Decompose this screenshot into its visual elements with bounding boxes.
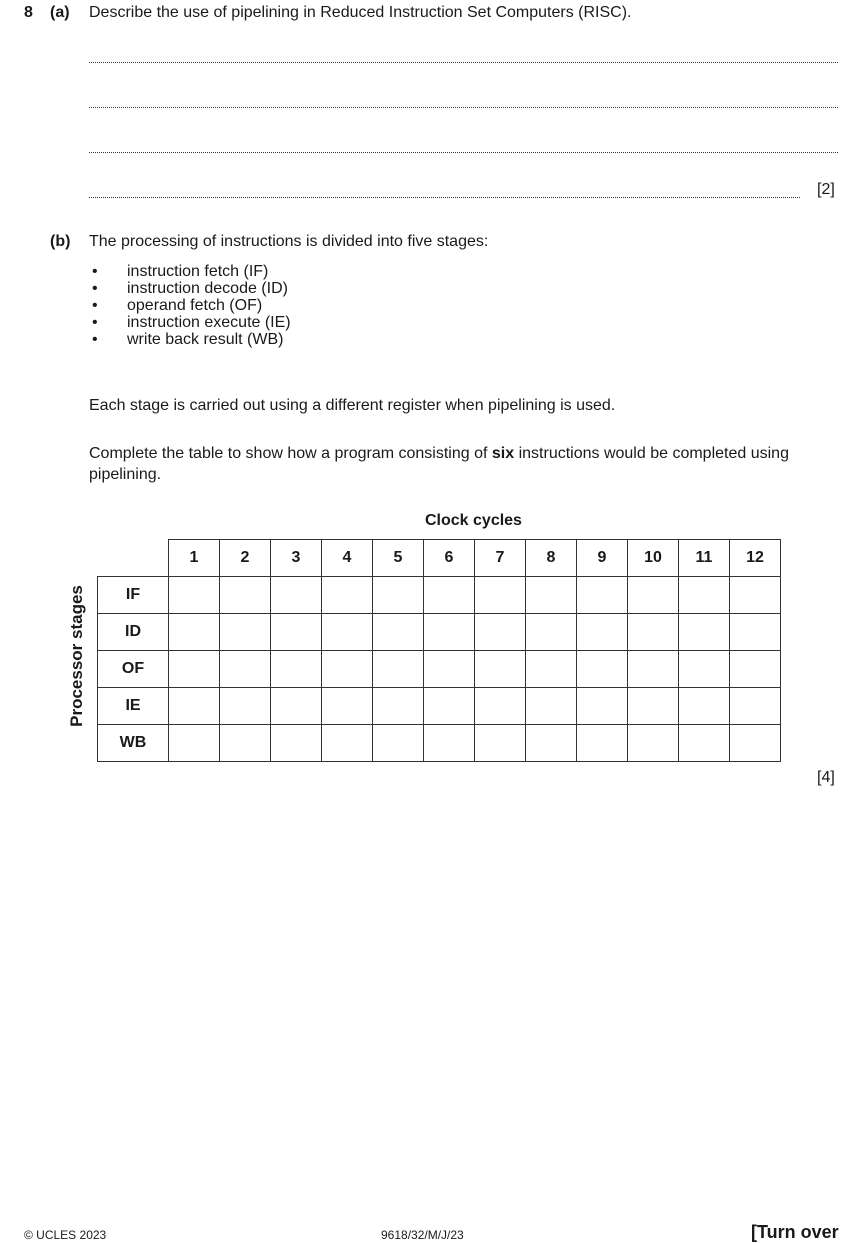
bullet-icon: • [92,263,98,280]
table-row [98,725,781,762]
answer-cell[interactable] [373,651,424,688]
answer-cell[interactable] [526,688,577,725]
answer-cell[interactable] [475,725,526,762]
column-header: 12 [730,540,781,577]
bullet-icon: • [92,280,98,297]
row-header: WB [98,725,169,762]
pipeline-table [97,539,781,762]
answer-cell[interactable] [628,614,679,651]
part-a-marks: [2] [817,181,835,198]
answer-cell[interactable] [475,688,526,725]
answer-cell[interactable] [730,577,781,614]
answer-cell[interactable] [169,614,220,651]
answer-cell[interactable] [373,577,424,614]
list-item [89,280,291,297]
paper-code: 9618/32/M/J/23 [381,1228,464,1242]
answer-cell[interactable] [730,614,781,651]
copyright: © UCLES 2023 [24,1228,107,1242]
answer-cell[interactable] [526,577,577,614]
answer-cell[interactable] [271,614,322,651]
list-item [89,331,291,348]
row-header: IE [98,688,169,725]
column-header: 1 [169,540,220,577]
answer-cell[interactable] [424,725,475,762]
answer-line-3[interactable] [89,152,838,153]
answer-cell[interactable] [730,651,781,688]
list-item [89,297,291,314]
part-a-question: Describe the use of pipelining in Reduced Instruction Set Computers (RISC). [89,4,632,21]
emphasis-six: six [491,445,515,462]
answer-cell[interactable] [322,688,373,725]
answer-cell[interactable] [679,577,730,614]
column-header: 4 [322,540,373,577]
column-header: 3 [271,540,322,577]
header-row [98,540,781,577]
column-header: 10 [628,540,679,577]
row-header: ID [98,614,169,651]
column-header: 11 [679,540,730,577]
bullet-icon: • [92,297,98,314]
answer-line-1[interactable] [89,62,838,63]
bullet-icon: • [92,314,98,331]
table-row [98,651,781,688]
column-header: 7 [475,540,526,577]
table-title: Clock cycles [425,512,522,529]
answer-cell[interactable] [424,688,475,725]
answer-cell[interactable] [526,725,577,762]
answer-cell[interactable] [169,725,220,762]
answer-cell[interactable] [322,577,373,614]
answer-cell[interactable] [577,614,628,651]
answer-cell[interactable] [424,614,475,651]
answer-cell[interactable] [679,651,730,688]
stage-text: instruction execute (IE) [127,314,291,331]
column-header: 2 [220,540,271,577]
answer-cell[interactable] [373,688,424,725]
answer-cell[interactable] [526,614,577,651]
answer-cell[interactable] [628,725,679,762]
answer-cell[interactable] [322,614,373,651]
answer-cell[interactable] [169,688,220,725]
answer-cell[interactable] [271,688,322,725]
answer-cell[interactable] [220,725,271,762]
answer-line-4[interactable] [89,197,800,198]
answer-line-2[interactable] [89,107,838,108]
answer-cell[interactable] [628,651,679,688]
answer-cell[interactable] [577,688,628,725]
answer-cell[interactable] [475,614,526,651]
part-b-intro: The processing of instructions is divided into five stages: [89,233,489,250]
answer-cell[interactable] [424,577,475,614]
answer-cell[interactable] [526,651,577,688]
answer-cell[interactable] [169,651,220,688]
table-row [98,614,781,651]
answer-cell[interactable] [628,688,679,725]
table-row [98,577,781,614]
column-header: 5 [373,540,424,577]
answer-cell[interactable] [322,725,373,762]
answer-cell[interactable] [220,614,271,651]
row-header: IF [98,577,169,614]
answer-cell[interactable] [373,725,424,762]
question-number: 8 [24,4,33,21]
answer-cell[interactable] [322,651,373,688]
list-item [89,263,291,280]
column-header: 9 [577,540,628,577]
list-item [89,314,291,331]
turn-over: [Turn over [751,1222,839,1242]
answer-cell[interactable] [271,577,322,614]
answer-cell[interactable] [475,577,526,614]
stage-text: write back result (WB) [127,331,284,348]
column-header: 6 [424,540,475,577]
part-a-label: (a) [50,4,70,21]
task-instruction: Complete the table to show how a program consisting of six instructions would be completed using pipelining. [89,445,789,483]
part-b-marks: [4] [817,769,835,786]
stage-list [89,263,291,348]
answer-cell[interactable] [424,651,475,688]
row-header: OF [98,651,169,688]
answer-cell[interactable] [679,614,730,651]
bullet-icon: • [92,331,98,348]
register-note: Each stage is carried out using a different register when pipelining is used. [89,397,616,414]
stage-text: operand fetch (OF) [127,297,263,314]
answer-cell[interactable] [577,577,628,614]
answer-cell[interactable] [730,688,781,725]
answer-cell[interactable] [679,725,730,762]
answer-cell[interactable] [475,651,526,688]
answer-cell[interactable] [220,577,271,614]
answer-cell[interactable] [730,725,781,762]
answer-cell[interactable] [577,651,628,688]
corner-cell [98,540,169,577]
column-header: 8 [526,540,577,577]
answer-cell[interactable] [373,614,424,651]
stage-text: instruction fetch (IF) [127,263,269,280]
table-row [98,688,781,725]
answer-cell[interactable] [679,688,730,725]
answer-cell[interactable] [577,725,628,762]
answer-cell[interactable] [271,651,322,688]
answer-cell[interactable] [628,577,679,614]
answer-cell[interactable] [271,725,322,762]
part-b-label: (b) [50,233,71,250]
answer-cell[interactable] [220,688,271,725]
stage-text: instruction decode (ID) [127,280,288,297]
answer-cell[interactable] [220,651,271,688]
answer-cell[interactable] [169,577,220,614]
